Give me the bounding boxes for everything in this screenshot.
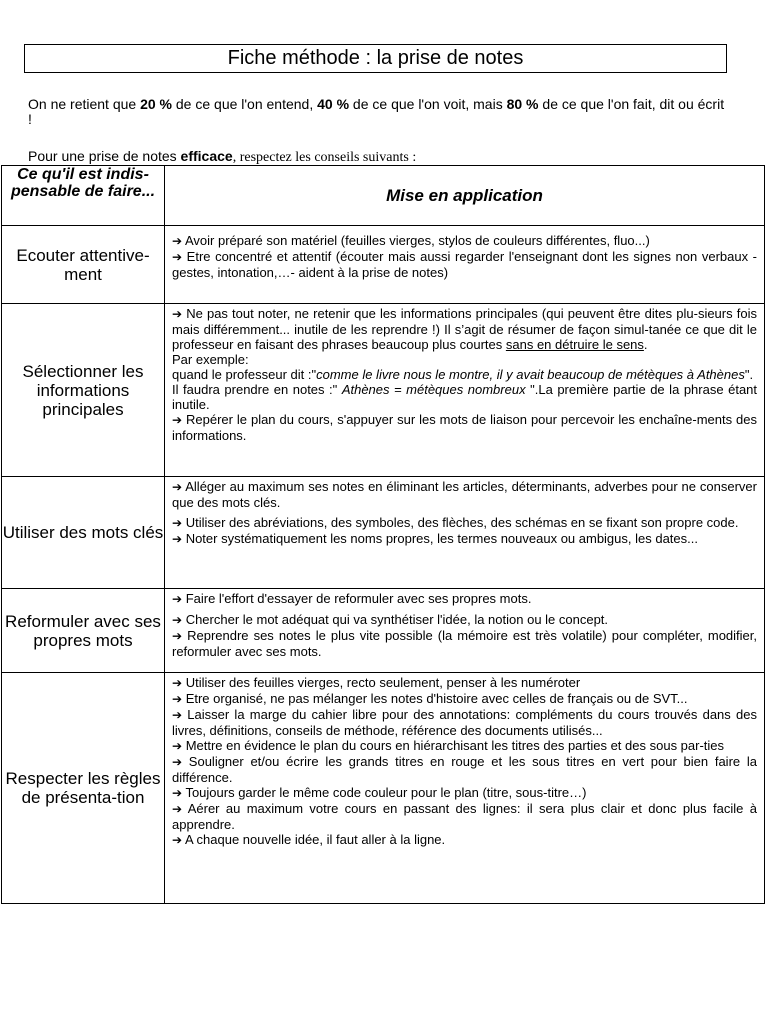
arrow-icon: ➔ [172, 307, 183, 321]
header-left: Ce qu'il est indis-pensable de faire... [2, 166, 165, 226]
row-label: Sélectionner les informations principales [2, 304, 165, 477]
header-right: Mise en application [165, 166, 765, 226]
method-table [1, 165, 765, 904]
arrow-icon: ➔ [172, 250, 183, 264]
list-item: ➔ Souligner et/ou écrire les grands titres en rouge et les sous titres en vert pour bien faire la différence. [172, 754, 757, 785]
arrow-icon: ➔ [172, 676, 183, 690]
arrow-icon: ➔ [172, 755, 183, 769]
intro-text-3: de ce que l'on voit, mais [349, 96, 507, 112]
row-content [165, 304, 765, 477]
intro-stat-40: 40 % [317, 96, 350, 112]
list-item: ➔ Repérer le plan du cours, s'appuyer sur les mots de liaison pour percevoir les enchaîne-ments des informations. [172, 412, 757, 443]
list-item: ➔ A chaque nouvelle idée, il faut aller à la ligne. [172, 832, 446, 847]
arrow-icon: ➔ [172, 739, 183, 753]
row-label: Utiliser des mots clés [2, 477, 165, 589]
intro-text-1: On ne retient que [28, 96, 141, 112]
intro-paragraph [28, 97, 728, 127]
row-content [165, 673, 765, 904]
intro-text-2: de ce que l'on entend, [172, 96, 318, 112]
row-label: Respecter les règles de présenta-tion [2, 673, 165, 904]
arrow-icon: ➔ [172, 592, 183, 606]
list-item: ➔ Faire l'effort d'essayer de reformuler avec ses propres mots. [172, 591, 532, 606]
arrow-icon: ➔ [172, 234, 183, 248]
row-content [165, 589, 765, 673]
advice-text-1: Pour une prise de notes [28, 148, 181, 164]
list-item: ➔ Aérer au maximum votre cours en passant des lignes: il sera plus clair et donc plus facile à apprendre. [172, 801, 757, 832]
list-item: ➔ Mettre en évidence le plan du cours en hiérarchisant les titres des parties et des sous par-ties [172, 738, 725, 753]
table-row [2, 304, 765, 477]
intro-text-4: de ce que l'on fait, dit ou écrit ! [28, 96, 725, 127]
table-row [2, 226, 765, 304]
advice-text-2: , respectez les conseils suivants : [232, 150, 417, 165]
row-content [165, 226, 765, 304]
arrow-icon: ➔ [172, 532, 183, 546]
arrow-icon: ➔ [172, 613, 183, 627]
list-item: ➔ Reprendre ses notes le plus vite possible (la mémoire est très volatile) pour compléter, modifier, reformuler avec ses mots. [172, 628, 757, 659]
intro-stat-20: 20 % [140, 96, 172, 112]
page-title: Fiche méthode : la prise de notes [24, 44, 727, 73]
intro-advice [28, 149, 728, 165]
arrow-icon: ➔ [172, 480, 183, 494]
arrow-icon: ➔ [172, 802, 183, 816]
arrow-icon: ➔ [172, 629, 183, 643]
example-label: Par exemple: [172, 352, 249, 367]
table-header-row [2, 166, 765, 226]
list-item: ➔ Etre concentré et attentif (écouter mais aussi regarder l'enseignant dont les signes non verbaux -gestes, intonation,…- aident à la prise de notes) [172, 249, 757, 280]
example-notes: Il faudra prendre en notes :" Athènes = métèques nombreux ".La première partie de la phrase étant inutile. [172, 382, 758, 412]
arrow-icon: ➔ [172, 786, 183, 800]
arrow-icon: ➔ [172, 692, 183, 706]
intro-stat-80: 80 % [506, 96, 539, 112]
list-item: ➔ Chercher le mot adéquat qui va synthétiser l'idée, la notion ou le concept. [172, 612, 609, 627]
list-item: ➔ Utiliser des feuilles vierges, recto seulement, penser à les numéroter [172, 675, 581, 690]
arrow-icon: ➔ [172, 708, 183, 722]
list-item: ➔ Noter systématiquement les noms propres, les termes nouveaux ou ambigus, les dates... [172, 531, 698, 546]
list-item: ➔ Laisser la marge du cahier libre pour des annotations: compléments du cours trouvés dans des livres, définitions, conseils de méthode, référence des documents utilisés... [172, 707, 757, 738]
table-row [2, 673, 765, 904]
table-row [2, 589, 765, 673]
example-quote: quand le professeur dit :"comme le livre nous le montre, il y avait beaucoup de métèques à Athènes". [172, 367, 754, 382]
arrow-icon: ➔ [172, 516, 183, 530]
list-item: ➔ Utiliser des abréviations, des symboles, des flèches, des schémas en se fixant son propre code. [172, 515, 739, 530]
list-item: ➔ Toujours garder le même code couleur pour le plan (titre, sous-titre…) [172, 785, 587, 800]
list-item: ➔ Alléger au maximum ses notes en éliminant les articles, déterminants, adverbes pour ne conserver que des mots clés. [172, 479, 757, 510]
arrow-icon: ➔ [172, 833, 183, 847]
list-item: ➔ Etre organisé, ne pas mélanger les notes d'histoire avec celles de français ou de SVT... [172, 691, 688, 706]
row-content [165, 477, 765, 589]
advice-bold: efficace [180, 148, 233, 164]
list-item: ➔ Avoir préparé son matériel (feuilles vierges, stylos de couleurs différentes, fluo...) [172, 233, 650, 248]
table-row [2, 477, 765, 589]
row-label: Ecouter attentive-ment [2, 226, 165, 304]
list-item: ➔ Ne pas tout noter, ne retenir que les informations principales (qui peuvent être dites plu-sieurs fois mais différemment... inutile de les reprendre !) Il s’agit de résumer de façon simul-tanée ce que dit le professeur en faisant des phrases beaucoup plus courtes sans en détruire le sens. [172, 306, 757, 352]
arrow-icon: ➔ [172, 413, 183, 427]
row-label: Reformuler avec ses propres mots [2, 589, 165, 673]
